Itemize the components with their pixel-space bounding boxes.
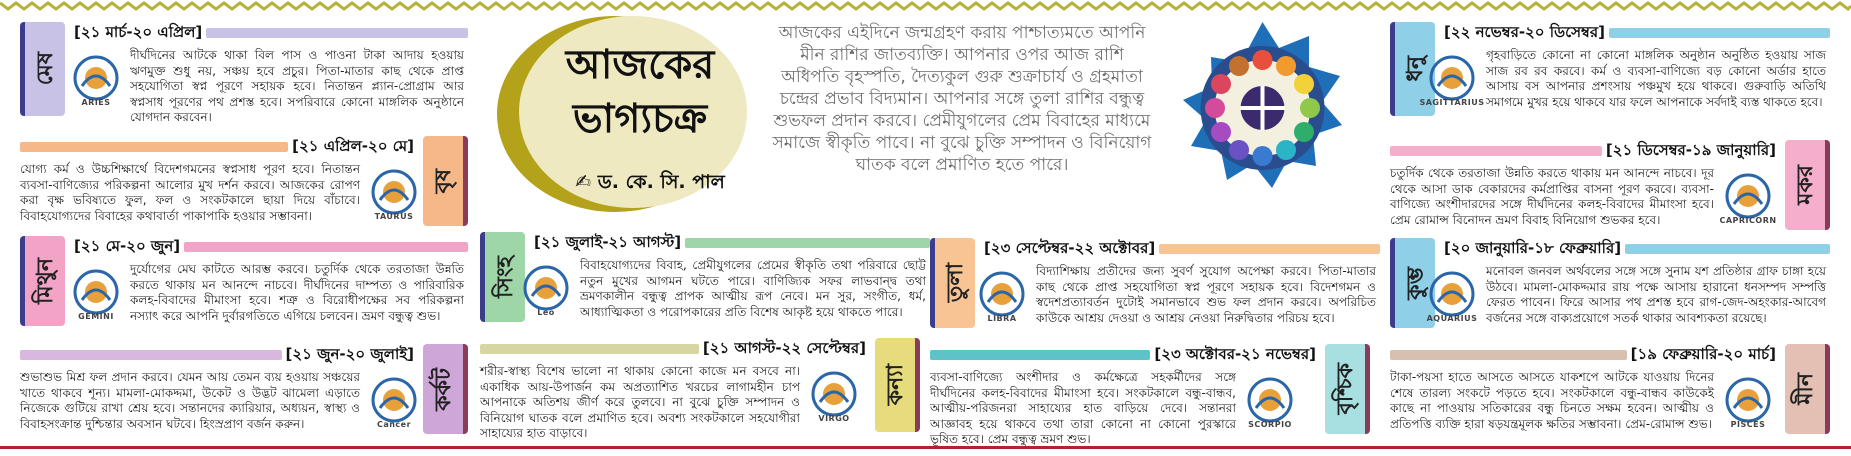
date-range-label: [১৯ ফেব্রুয়ারি-২০ মার্চ] bbox=[1630, 344, 1776, 363]
date-range-label: [২১ ডিসেম্বর-১৯ জানুয়ারি] bbox=[1605, 140, 1776, 159]
zodiac-symbol-label: LIBRA bbox=[987, 314, 1017, 323]
zodiac-symbol-label: Cancer bbox=[376, 420, 412, 429]
sign-forecast-text: বিবাহযোগ্যদের বিবাহ, প্রেমীযুগলের প্রেমের স্বীকৃতি তথা পরিবারে ছোট্ট নতুন মুখের আগমন ঘটতে পারে। বাণিজ্যিক সফর লাভবান্দ্ব তথা ভ্রমণকালীন বন্ধুত্ব প্রাপক আত্মীয় রূপ নেবে। মন সুর, সংগীত, ধর্ম, আধ্যাত্মিকতা ও পরোপকারের প্রতি বিশেষ আকৃষ্ট হয়ে থাকতে পারে। bbox=[580, 258, 926, 319]
sign-name: বৃশ্চিক bbox=[1332, 363, 1358, 415]
page-title bbox=[545, 38, 735, 146]
sign-date-range bbox=[70, 22, 468, 44]
sign-name: মকর bbox=[1792, 165, 1818, 205]
bottom-rule bbox=[0, 446, 1851, 449]
sign-date-range bbox=[980, 238, 1380, 260]
sign-name: মিথুন bbox=[32, 258, 58, 304]
sign-forecast-text: দীর্ঘদিনের আটকে থাকা বিল পাস ও পাওনা টাকা আদায় হওয়ায় ঋণমুক্ত শুধু নয়, সঞ্চয় হবে প্রচুর। পিতা-মাতার কাছ থেকে প্রাপ্ত সহযোগিতা স্বপ্ন পূরণে সহায়ক হবে। নিতান্তন প্ল্যান-প্রোগ্রাম আর স্বপ্নসাধ পূরণের পথ প্রশস্ত হবে। সপরিবারে কোনো মাঙ্গলিক অনুষ্ঠানে যোগদান করবেন। bbox=[130, 48, 464, 124]
date-range-label: [২০ জানুয়ারি-১৮ ফেব্রুয়ারি] bbox=[1444, 238, 1622, 257]
sign-name-band bbox=[20, 236, 65, 326]
sign-block bbox=[20, 344, 468, 440]
title-disc bbox=[485, 10, 757, 215]
sign-name-band bbox=[875, 338, 920, 432]
sign-name: কুম্ভ bbox=[1402, 266, 1428, 300]
zodiac-symbol-label: AQUARIUS bbox=[1426, 314, 1478, 323]
sign-name: ধনু bbox=[1402, 56, 1428, 82]
sign-date-range bbox=[20, 136, 418, 158]
date-range-label: [২১ এপ্রিল-২০ মে] bbox=[292, 136, 414, 155]
sign-name: কন্যা bbox=[882, 364, 908, 406]
date-range-label: [২২ নভেম্বর-২০ ডিসেম্বর] bbox=[1444, 22, 1605, 41]
sign-date-range bbox=[20, 344, 418, 366]
zodiac-symbol-label: Leo bbox=[537, 308, 555, 317]
sign-forecast-text: টাকা-পয়সা হাতে আসতে আসতে যাকশপে আটকে যাওয়ায় দিনের শেষে তারল্য সংকটে পড়তে হবে। সংকটকালে বন্ধু-বান্ধব কাউকেই কাছে না পাওয়ায় সতিকারের বন্ধু চিনতে সক্ষম হবেন। আত্মীয় ও প্রতিপত্তি ব্যক্তি হারা ষড়যন্ত্রমূলক ক্ষতির সম্ভাবনা। প্রেম-রোমান্স শুভ। bbox=[1390, 370, 1714, 431]
zodiac-wheel-icon bbox=[1175, 20, 1350, 195]
date-range-bar bbox=[1390, 350, 1627, 360]
date-range-label: [২১ মার্চ-২০ এপ্রিল] bbox=[74, 22, 203, 41]
sign-name: মীন bbox=[1792, 373, 1818, 405]
zodiac-symbol-label: CAPRICORN bbox=[1719, 216, 1777, 225]
sign-name: সিংহ bbox=[492, 256, 518, 298]
byline bbox=[565, 168, 735, 200]
date-range-label: [২৩ অক্টোবর-২১ নভেম্বর] bbox=[1154, 344, 1316, 363]
sign-forecast-text: গৃহবাড়িতে কোনো না কোনো মাঙ্গলিক অনুষ্ঠান অনুষ্ঠিত হওয়ায় সাজ সাজ রব রব করবে। কর্ম ও ব্যবসা-বাণিজ্যে বড় কোনো অর্ডার হাতে আসায় বস আপনার প্রশংসায় পঞ্চমুখ হয়ে থাকবে। গুরুবাড়ি অতিথি সমাগমে মুখর হয়ে থাকবে যার ফলে আপনাকে সর্বদাই ব্যস্ত থাকতে হবে। bbox=[1486, 48, 1826, 109]
top-zigzag-border bbox=[0, 0, 1851, 12]
zodiac-symbol-label: PISCES bbox=[1730, 420, 1766, 429]
zodiac-symbol-icon bbox=[1720, 374, 1776, 430]
sign-name-band bbox=[1785, 140, 1830, 230]
sign-block bbox=[20, 136, 468, 232]
sign-forecast-text: বিদ্যাশিক্ষায় প্রতীদের জন্য সুবর্ণ সুযোগ অপেক্ষা করবে। পিতা-মাতার কাছ থেকে প্রাপ্ত সহযোগিতা স্বপ্ন পূরণে সহায়ক হবে। বিদেশগমন ও স্বদেশপ্রত্যাবর্তন দুটোই সমানভাবে শুভ ফল প্রদান করবে। অপরিচিত কাউকে আশ্রয় দেওয়া ও আশ্রয় নেওয়া নিরুদ্বিতার পরিচয় হবে। bbox=[1036, 264, 1376, 325]
intro-paragraph: আজকের এইদিনে জন্মগ্রহণ করায় পাশ্চাত্যমতে আপনি মীন রাশির জাতব্যক্তি। আপনার ওপর আজ রাশি অধিপতি বৃহস্পতি, দৈত্যকুল গুরু শুক্রাচার্য ও গ্রহমাতা চন্দ্রের প্রভাব বিদ্যমান। আপনার সঙ্গে তুলা রাশির বন্ধুত্ব শুভফল প্রদান করবে। প্রেমীযুগলের প্রেম বিবাহের মাধ্যমে সমাজে স্বীকৃতি পাবে। না বুঝে চুক্তি সম্পাদন ও বিনিয়োগ ঘাতক বলে প্রমাণিত হতে পারে। bbox=[772, 23, 1152, 175]
date-range-bar bbox=[1159, 244, 1380, 254]
sign-date-range bbox=[530, 232, 930, 254]
title-line-1: আজকের bbox=[565, 41, 715, 88]
zodiac-wheel-image bbox=[1175, 20, 1350, 195]
sign-block bbox=[20, 22, 468, 122]
zodiac-symbol-label: SCORPIO bbox=[1248, 420, 1292, 429]
date-range-label: [২১ জুন-২০ জুলাই] bbox=[285, 344, 414, 363]
sign-date-range bbox=[70, 236, 468, 258]
sign-forecast-text: ব্যবসা-বাণিজ্যে অংশীদার ও কর্মক্ষেত্রে সহকর্মীদের সঙ্গে দীর্ঘদিনের কলহ-বিবাদের মীমাংসা হবে। সংকটকালে বন্ধু-বান্ধব, আত্মীয়-পরিজনরা সাহায্যের হাত বাড়িয়ে দেবে। সন্তানরা আজ্ঞাবহ হয়ে থাকবে তথা তারা কোনো না কোনো পুরস্কারে ভূষিত হবে। প্রেম বন্ধুত্ব ভ্রমণ শুভ। bbox=[930, 370, 1236, 446]
zodiac-symbol-label: SAGITTARIUS bbox=[1419, 98, 1485, 107]
date-range-label: [২১ জুলাই-২১ আগস্ট] bbox=[534, 232, 682, 251]
zodiac-symbol-icon bbox=[1720, 170, 1776, 226]
sign-name: কর্কট bbox=[430, 367, 456, 411]
date-range-bar bbox=[480, 344, 699, 354]
byline-text: ড. কে. সি. পাল bbox=[597, 171, 725, 193]
sign-date-range bbox=[1390, 140, 1780, 162]
date-range-bar bbox=[1609, 28, 1830, 38]
date-range-bar bbox=[1390, 146, 1602, 156]
sign-date-range bbox=[1390, 344, 1780, 366]
sign-name-band bbox=[423, 344, 468, 434]
zodiac-symbol-icon bbox=[1424, 268, 1480, 324]
sign-block bbox=[480, 232, 930, 328]
zodiac-symbol-icon bbox=[806, 368, 862, 424]
date-range-bar bbox=[206, 28, 468, 38]
sign-date-range bbox=[480, 338, 870, 360]
sign-block bbox=[1390, 344, 1830, 440]
sign-forecast-text: যোগ্য কর্ম ও উচ্চশিক্ষার্থে বিদেশগমনের স্বপ্নসাধ পূরণ হবে। নিতান্তন ব্যবসা-বাণিজ্যের পরিকল্পনা আলোর মুখ দর্শন করবে। আজকের রোপণ করা বৃক্ষ ভবিষ্যতে ফুল, ফল ও সংকটকালে ছায়া দিয়ে বাঁচাবে। বিবাহযোগ্যদের বিবাহের কথাবার্তা পাকাপাকি হওয়ার সম্ভাবনা। bbox=[20, 162, 360, 223]
sign-forecast-text: শরীর-স্বাস্থ্য বিশেষ ভালো না থাকায় কোনো কাজে মন বসবে না। একাধিক আয়-উপার্জন কম অপ্রত্যাশিত খরচের লাগামহীন চাপ আপনাকে অতিশয় জীর্ণ করে তুলবে। না বুঝে চুক্তি সম্পাদন ও বিনিয়োগ ঘাতক বলে প্রমাণিত হবে। অবশ্য সংকটকালে সহযোগীরা সাহায্যের হাত বাড়াবে। bbox=[480, 364, 800, 440]
date-range-bar bbox=[20, 350, 282, 360]
date-range-bar bbox=[20, 142, 288, 152]
sign-name: বৃষ bbox=[430, 168, 456, 194]
zodiac-symbol-icon bbox=[366, 374, 422, 430]
date-range-bar bbox=[1625, 244, 1830, 254]
zodiac-symbol-label: ARIES bbox=[81, 98, 111, 107]
sign-date-range bbox=[1440, 238, 1830, 260]
sign-name: তুলা bbox=[942, 263, 968, 303]
pen-icon: ✍ bbox=[575, 171, 598, 193]
date-range-bar bbox=[685, 238, 930, 248]
sign-date-range bbox=[1440, 22, 1830, 44]
title-line-2: ভাগ্যচক্র bbox=[572, 95, 708, 142]
sign-forecast-text: চতুর্দিক থেকে তরতাজা উন্নতি করতে থাকায় মন আনন্দে নাচবে। দূর থেকে আসা ডাক বেকারদের কর্মপ্রাপ্তির বাসনা পূরণ করবে। ব্যবসা-বাণিজ্যে অংশীদারদের সঙ্গে দীর্ঘদিনের কলহ-বিবাদের মীমাংসা হবে। প্রেম রোমান্স বিনোদন ভ্রমণ বিবাহ বিনিয়োগ শুভকর হবে। bbox=[1390, 166, 1714, 227]
sign-block bbox=[20, 236, 468, 332]
sign-name-band bbox=[423, 136, 468, 226]
zodiac-symbol-icon bbox=[1419, 52, 1485, 108]
zodiac-symbol-icon bbox=[974, 268, 1030, 324]
sign-date-range bbox=[930, 344, 1320, 366]
date-range-label: [২১ আগস্ট-২২ সেপ্টেম্বর] bbox=[702, 338, 866, 357]
sign-name-band bbox=[20, 22, 65, 116]
sign-block bbox=[1390, 238, 1830, 334]
zodiac-symbol-label: TAURUS bbox=[374, 212, 414, 221]
zodiac-symbol-label: VIRGO bbox=[818, 414, 850, 423]
sign-name-band bbox=[1325, 344, 1370, 434]
zodiac-symbol-icon bbox=[68, 266, 124, 322]
date-range-bar bbox=[930, 350, 1150, 360]
date-range-label: [২১ মে-২০ জুন] bbox=[74, 236, 181, 255]
sign-forecast-text: শুভাশুভ মিশ্র ফল প্রদান করবে। যেমন আয় তেমন ব্যয় হওয়ায় সঞ্চয়ের খাতে থাকবে শূন্য। মামলা-মোকদ্দমা, উকেট ও উদ্ভট ঝামেলা এড়াতে নিজেকে গুটিয়ে রাখা শ্রেয় হবে। সন্তানদের ক্যারিয়ার, অধ্যয়ন, স্বাস্থ্য ও বিবাহসংক্রান্ত দুশ্চিন্তার অবসান ঘটবে। হিংস্রপ্রাণ বর্জন করুন। bbox=[20, 370, 360, 431]
sign-block bbox=[1390, 22, 1830, 122]
date-range-label: [২৩ সেপ্টেম্বর-২২ অক্টোবর] bbox=[984, 238, 1156, 257]
sign-name-band bbox=[1785, 344, 1830, 434]
zodiac-symbol-label: GEMINI bbox=[78, 312, 114, 321]
sign-block bbox=[1390, 140, 1830, 236]
sign-name: মেষ bbox=[32, 52, 58, 86]
zodiac-symbol-icon bbox=[1242, 374, 1298, 430]
zodiac-symbol-icon bbox=[68, 52, 124, 108]
sign-block bbox=[930, 238, 1380, 334]
zodiac-symbol-icon bbox=[366, 166, 422, 222]
sign-forecast-text: দুর্যোগের মেঘ কাটতে আরম্ভ করবে। চতুর্দিক থেকে তরতাজা উন্নতি করতে থাকায় মন আনন্দে নাচবে। দীর্ঘদিনের দাম্পত্য ও পারিবারিক কলহ-বিবাদের মীমাংসা হবে। শত্রু ও বিরোধীপক্ষের সব পরিকল্পনা নস্যাৎ করে আপনি দুর্বারগতিতে এগিয়ে চলবেন। ভ্রমণ বন্ধুত্ব শুভ। bbox=[130, 262, 464, 323]
sign-block bbox=[480, 338, 920, 438]
sign-forecast-text: মনোবল জনবল অর্থবলের সঙ্গে সঙ্গে সুনাম যশ প্রতিষ্ঠার গ্রাফ চাঙ্গা হয়ে উঠবে। মামলা-মোকদ্দমার রায় পক্ষে আসায় হারানো ধনসম্পদ সম্পত্তি ফেরত পাবেন। ফিরে আসার পথ প্রশস্ত হবে রাগ-জেদ-অহংকার-আবেগ বর্জনের সঙ্গে বাক্যপ্রয়োগে সতর্ক থাকার আবশ্যকতা রয়েছে। bbox=[1486, 264, 1826, 325]
sign-block bbox=[930, 344, 1370, 446]
zodiac-symbol-icon bbox=[518, 262, 574, 318]
date-range-bar bbox=[184, 242, 468, 252]
